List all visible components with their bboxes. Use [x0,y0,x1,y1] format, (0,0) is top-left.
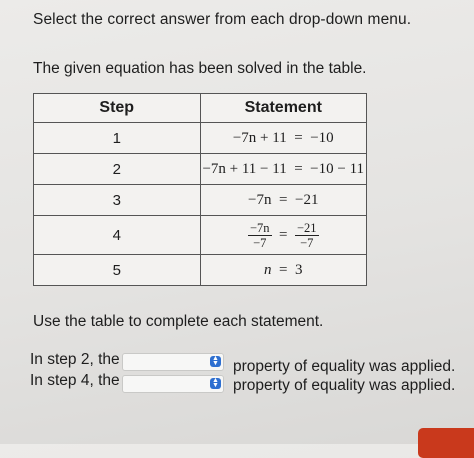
instruction-text: Select the correct answer from each drop-down menu. [33,11,412,28]
statement-cell [200,123,367,154]
statement-cell [200,185,367,216]
equation-rhs: −10 [310,129,334,146]
step-number: 2 [34,154,201,185]
select-arrows-icon: ▲ ▼ [210,356,221,367]
equation-lhs: −7n + 11 [232,129,287,146]
table-row [34,216,367,255]
statement-cell [200,255,367,286]
table-row [34,255,367,286]
equation-rhs: −21 [294,191,319,208]
equation-rhs: 3 [294,261,303,278]
equals-sign: = [279,226,288,243]
equals-sign: = [279,191,288,208]
header-statement: Statement [200,94,367,123]
prompt-text: Use the table to complete each statement. [33,313,324,330]
rhs-fraction [295,222,319,249]
equation-lhs: n [264,261,272,278]
solution-table [33,93,367,286]
step-4-property-dropdown[interactable] [122,375,224,393]
table-row [34,123,367,154]
intro-text: The given equation has been solved in the table. [33,60,367,77]
step-number: 1 [34,123,201,154]
step-2-property-dropdown[interactable] [122,353,224,371]
equals-sign: = [294,129,303,146]
step-number: 3 [34,185,201,216]
statement-cell [200,154,367,185]
equation-lhs: −7n + 11 − 11 [202,160,287,177]
statement-2-prefix: In step 4, the [30,372,120,389]
fraction-numerator: −21 [296,220,317,235]
lhs-fraction [248,222,272,249]
step-number: 5 [34,255,201,286]
next-button[interactable] [418,428,474,458]
fraction-denominator: −7 [300,235,314,250]
statement-1-prefix: In step 2, the [30,351,120,368]
table-header-row [34,94,367,123]
equals-sign: = [279,261,288,278]
statement-2-suffix: property of equality was applied. [233,377,456,394]
select-arrows-icon: ▲ ▼ [210,378,221,389]
header-step: Step [34,94,201,123]
equation-rhs: −10 − 11 [310,160,365,177]
table-row [34,154,367,185]
table-row [34,185,367,216]
equation-lhs: −7n [248,191,272,208]
equals-sign: = [294,160,303,177]
fraction-numerator: −7n [249,220,270,235]
statement-cell [200,216,367,255]
fraction-denominator: −7 [253,235,267,250]
statement-1-suffix: property of equality was applied. [233,358,456,375]
step-number: 4 [34,216,201,255]
